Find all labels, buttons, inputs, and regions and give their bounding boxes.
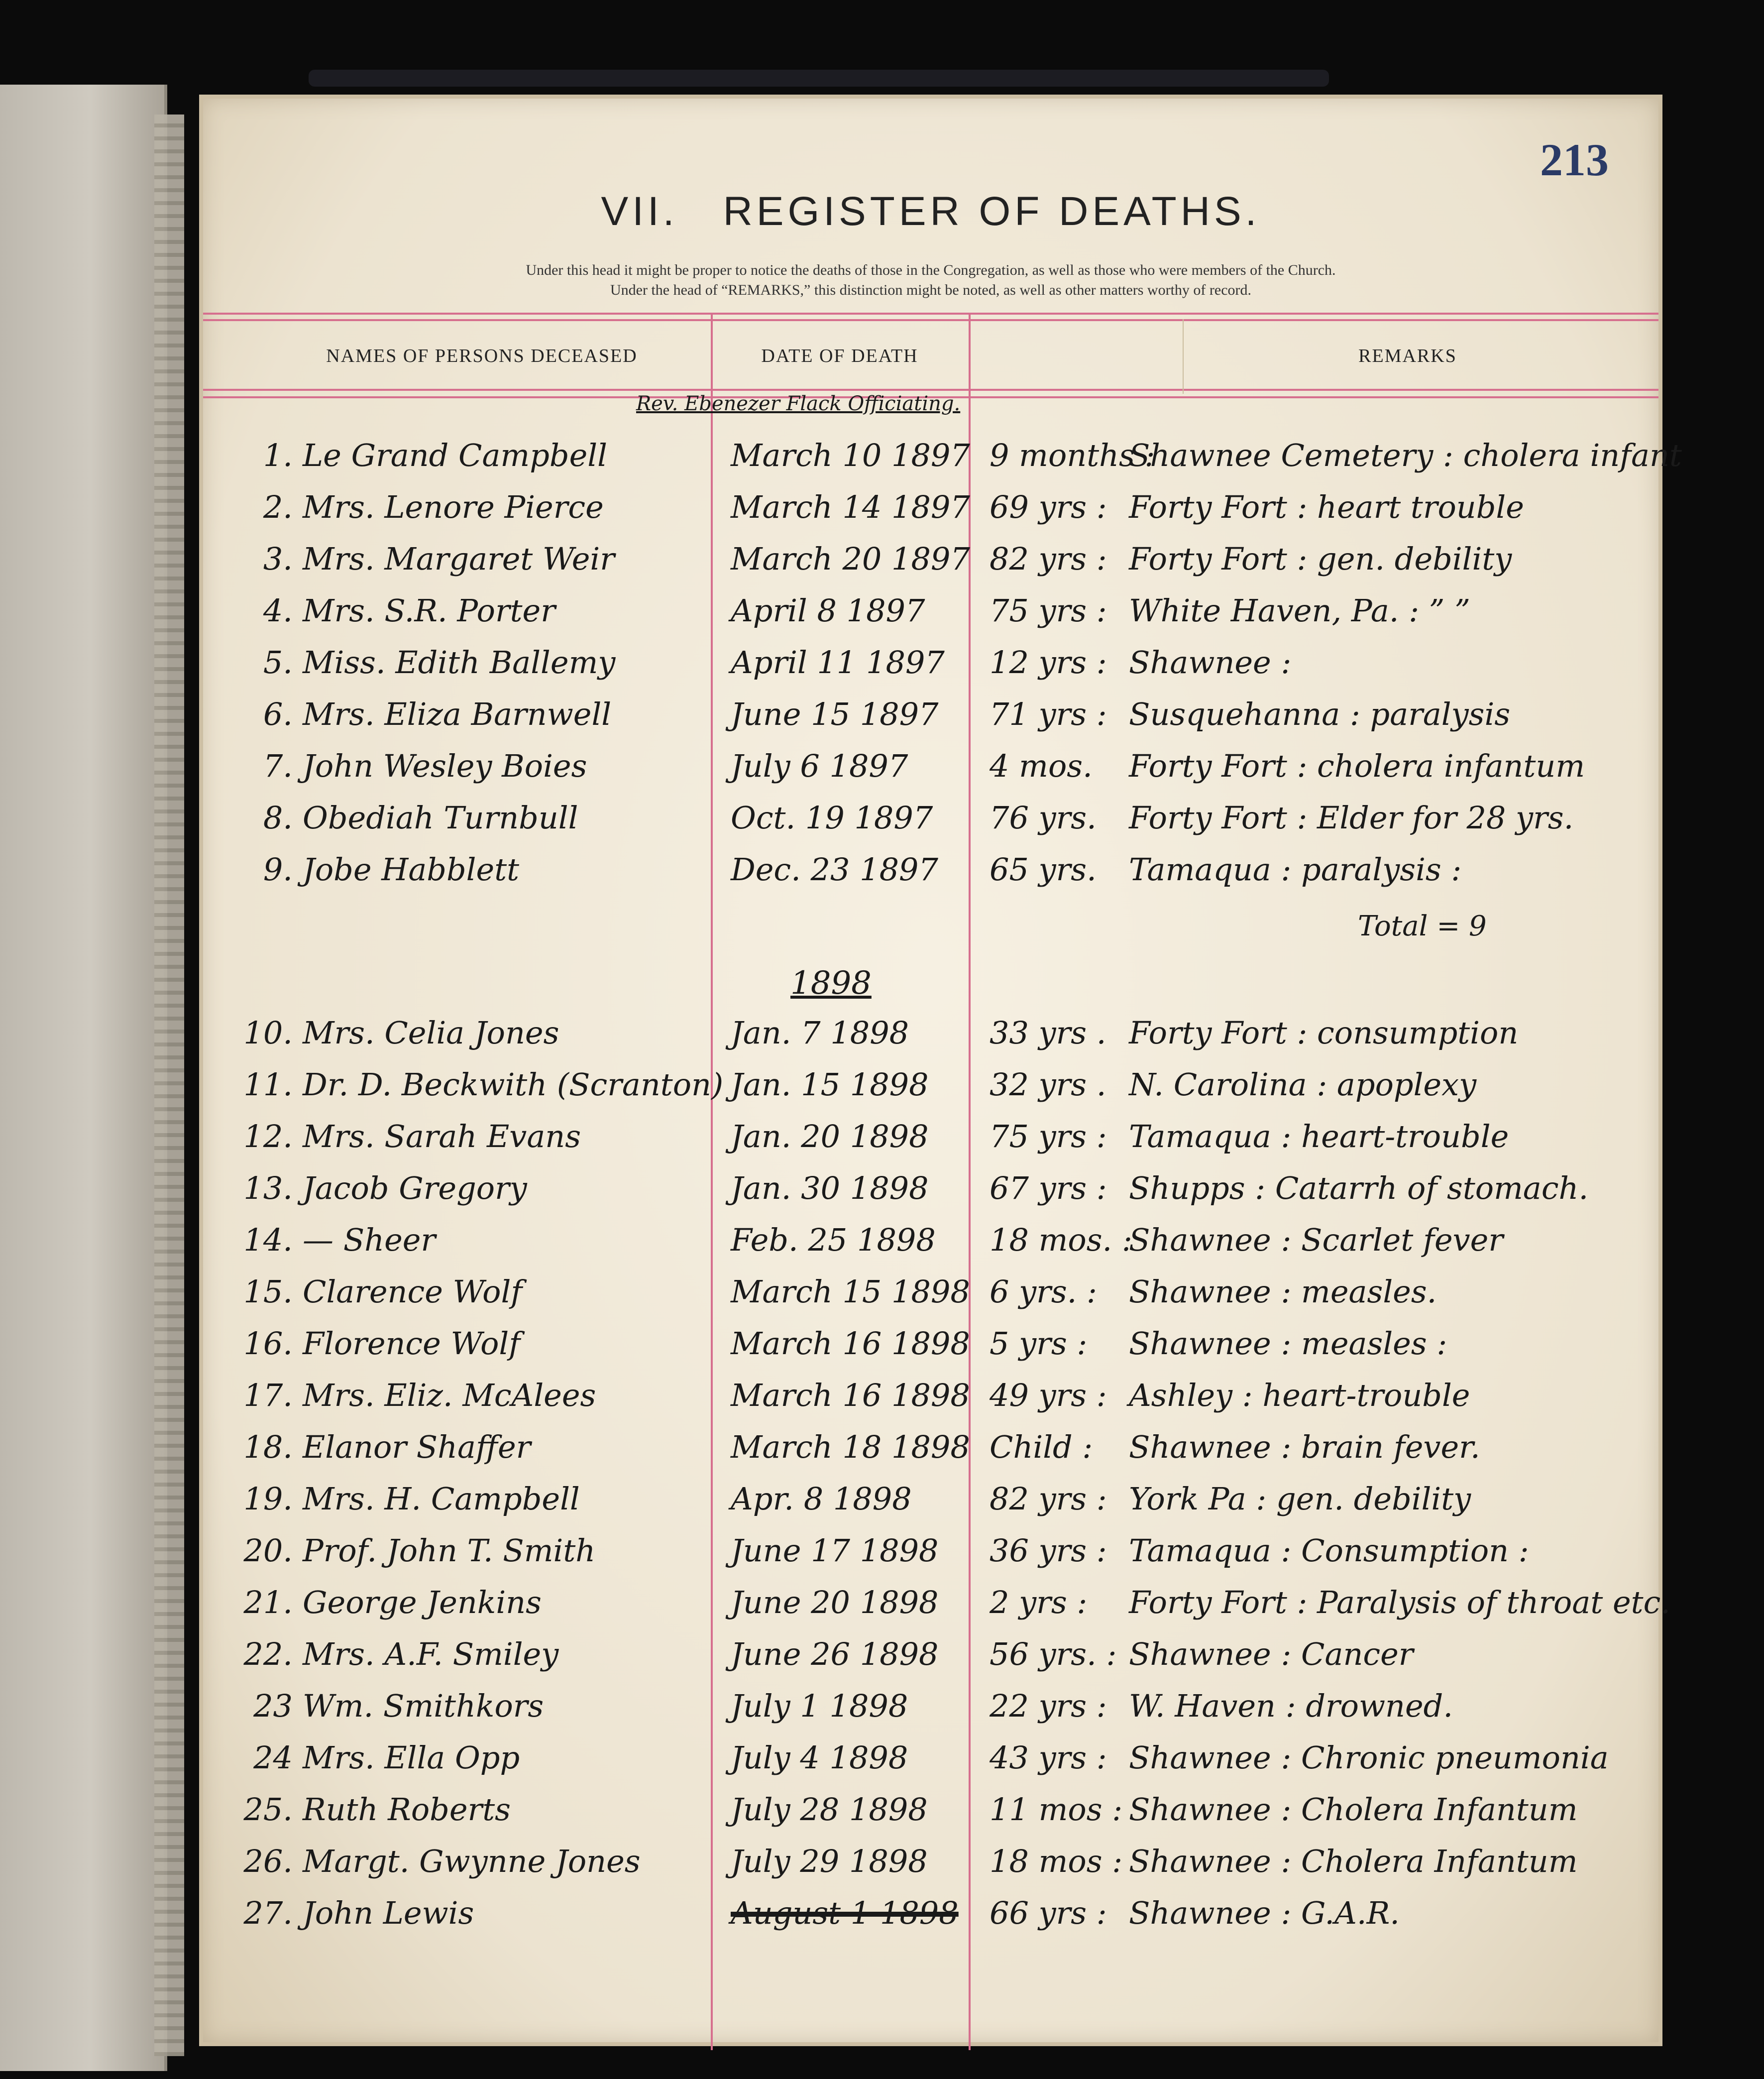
entry-number: 17. [243, 1377, 293, 1413]
entry-age: 75 yrs : [990, 1118, 1107, 1155]
entry-date: June 26 1898 [731, 1636, 939, 1672]
entry-name: Clarence Wolf [303, 1273, 523, 1310]
entry-remarks: Shawnee : Cancer [1129, 1636, 1414, 1672]
column-header-date: DATE OF DEATH [761, 346, 918, 366]
entry-date: June 15 1897 [731, 696, 939, 732]
entry-remarks: Shawnee : measles. [1129, 1273, 1437, 1310]
entry-name: Miss. Edith Ballemy [303, 644, 616, 681]
entry-date: June 20 1898 [731, 1584, 939, 1620]
register-entry [203, 1895, 1666, 1944]
entry-age: 66 yrs : [990, 1895, 1107, 1931]
instruction-line-2: Under the head of “REMARKS,” this distinction might be noted, as well as other matters worthy of record. [610, 282, 1252, 298]
register-entry [203, 851, 1666, 900]
entry-remarks: Tamaqua : Consumption : [1129, 1532, 1529, 1569]
entry-name: John Lewis [303, 1895, 474, 1931]
entry-remarks: Shawnee : [1129, 644, 1292, 681]
entry-date: March 16 1898 [731, 1377, 970, 1413]
entry-number: 18. [243, 1429, 293, 1465]
entry-remarks: Forty Fort : Paralysis of throat etc. [1129, 1584, 1670, 1620]
entry-number: 8. [263, 800, 293, 836]
register-entry [203, 800, 1666, 848]
entry-age: 22 yrs : [990, 1688, 1107, 1724]
entry-remarks: Shawnee : Cholera Infantum [1129, 1791, 1578, 1828]
entry-date: August 1 1898 [731, 1895, 959, 1931]
entry-age: 71 yrs : [990, 696, 1107, 732]
entry-name: Mrs. Ella Opp [303, 1739, 520, 1776]
entry-number: 11. [243, 1066, 293, 1103]
entry-age: 65 yrs. [990, 851, 1097, 888]
entry-age: 9 months : [990, 437, 1155, 473]
register-entry [203, 644, 1666, 693]
register-entry [203, 1377, 1666, 1426]
register-entry [203, 1532, 1666, 1581]
register-entry [203, 1481, 1666, 1529]
register-entry [203, 1843, 1666, 1892]
entry-number: 22. [243, 1636, 293, 1672]
entry-date: April 8 1897 [731, 592, 925, 629]
entry-number: 26. [243, 1843, 293, 1879]
entry-age: 32 yrs . [990, 1066, 1106, 1103]
entry-name: Mrs. S.R. Porter [303, 592, 555, 629]
entry-date: Jan. 7 1898 [731, 1015, 909, 1051]
entry-name: Le Grand Campbell [303, 437, 607, 473]
entry-age: 56 yrs. : [990, 1636, 1117, 1672]
entry-number: 23 [253, 1688, 293, 1724]
entry-number: 14. [243, 1222, 293, 1258]
entry-number: 25. [243, 1791, 293, 1828]
entry-date: July 1 1898 [731, 1688, 908, 1724]
entry-date: March 15 1898 [731, 1273, 970, 1310]
entry-age: 75 yrs : [990, 592, 1107, 629]
entry-name: John Wesley Boies [303, 748, 587, 784]
register-entry [203, 1066, 1666, 1115]
entry-age: 67 yrs : [990, 1170, 1107, 1206]
entry-remarks: Shawnee Cemetery : cholera infant [1129, 437, 1682, 473]
entry-remarks: Ashley : heart-trouble [1129, 1377, 1470, 1413]
entry-date: March 10 1897 [731, 437, 970, 473]
entry-date: Feb. 25 1898 [731, 1222, 936, 1258]
entry-date: March 16 1898 [731, 1325, 970, 1362]
page-number: 213 [1540, 134, 1609, 185]
register-entry [203, 1584, 1670, 1633]
entry-date: July 28 1898 [731, 1791, 928, 1828]
entry-date: July 4 1898 [731, 1739, 908, 1776]
entry-age: 2 yrs : [990, 1584, 1088, 1620]
entry-remarks: Shawnee : brain fever. [1129, 1429, 1480, 1465]
entry-number: 12. [243, 1118, 293, 1155]
entry-date: March 18 1898 [731, 1429, 970, 1465]
entry-name: Ruth Roberts [303, 1791, 511, 1828]
entry-age: 49 yrs : [990, 1377, 1107, 1413]
facing-page [0, 85, 167, 2071]
instruction-line-1: Under this head it might be proper to notice the deaths of those in the Congregation, as well as those who were members of the Church. [526, 262, 1336, 278]
entry-date: March 14 1897 [731, 489, 970, 525]
entry-age: 82 yrs : [990, 1481, 1107, 1517]
entry-number: 10. [243, 1015, 293, 1051]
register-entry [203, 437, 1682, 486]
register-entry [203, 1688, 1666, 1736]
register-entry [203, 1273, 1666, 1322]
entry-date: Jan. 15 1898 [731, 1066, 929, 1103]
entry-age: 11 mos : [990, 1791, 1123, 1828]
register-entry [203, 592, 1666, 641]
entry-date: March 20 1897 [731, 541, 970, 577]
entry-name: Mrs. Sarah Evans [303, 1118, 581, 1155]
register-page [199, 95, 1682, 2046]
entry-remarks: White Haven, Pa. : ” ” [1129, 592, 1470, 629]
page-title [203, 188, 1658, 235]
header-rule [203, 389, 1658, 391]
entry-remarks: Forty Fort : Elder for 28 yrs. [1129, 800, 1574, 836]
entry-age: 33 yrs . [990, 1015, 1106, 1051]
entry-date: Oct. 19 1897 [731, 800, 933, 836]
entry-number: 2. [263, 489, 293, 525]
register-entry [203, 1636, 1666, 1685]
entry-date: April 11 1897 [731, 644, 945, 681]
entry-name: Mrs. Eliz. McAlees [303, 1377, 596, 1413]
entry-remarks: York Pa : gen. debility [1129, 1481, 1471, 1517]
entry-name: Jacob Gregory [303, 1170, 527, 1206]
entry-remarks: Shawnee : Chronic pneumonia [1129, 1739, 1609, 1776]
entry-date: Dec. 23 1897 [731, 851, 938, 888]
entry-remarks: Shupps : Catarrh of stomach. [1129, 1170, 1589, 1206]
officiating-note: Rev. Ebenezer Flack Officiating. [636, 392, 961, 415]
register-entry [203, 1222, 1666, 1270]
entry-age: 82 yrs : [990, 541, 1107, 577]
entry-name: Wm. Smithkors [303, 1688, 544, 1724]
entry-number: 24 [253, 1739, 293, 1776]
entry-name: Mrs. A.F. Smiley [303, 1636, 559, 1672]
entry-number: 4. [263, 592, 293, 629]
entry-date: Jan. 20 1898 [731, 1118, 929, 1155]
entry-remarks: Forty Fort : cholera infantum [1129, 748, 1585, 784]
section-number: VII. [601, 189, 678, 234]
entry-name: Mrs. Margaret Weir [303, 541, 615, 577]
entry-date: June 17 1898 [731, 1532, 939, 1569]
entry-number: 1. [263, 437, 293, 473]
entry-name: Jobe Habblett [303, 851, 520, 888]
entry-date: July 29 1898 [731, 1843, 928, 1879]
page-binding [154, 115, 184, 2056]
register-entry [203, 1739, 1666, 1788]
entry-remarks: Shawnee : measles : [1129, 1325, 1447, 1362]
entry-remarks: Shawnee : Scarlet fever [1129, 1222, 1503, 1258]
entry-name: Margt. Gwynne Jones [303, 1843, 641, 1879]
entry-number: 16. [243, 1325, 293, 1362]
entry-remarks: Tamaqua : paralysis : [1129, 851, 1462, 888]
entry-age: 4 mos. [990, 748, 1093, 784]
column-header-remarks: REMARKS [1358, 346, 1457, 366]
entry-date: Jan. 30 1898 [731, 1170, 929, 1206]
entry-name: Elanor Shaffer [303, 1429, 531, 1465]
entry-number: 3. [263, 541, 293, 577]
entry-remarks: Forty Fort : gen. debility [1129, 541, 1512, 577]
entry-remarks: W. Haven : drowned. [1129, 1688, 1453, 1724]
spine-tape [309, 70, 1329, 87]
entry-age: 12 yrs : [990, 644, 1107, 681]
entry-name: Dr. D. Beckwith (Scranton) [303, 1066, 724, 1103]
entry-age: 5 yrs : [990, 1325, 1088, 1362]
register-entry [203, 541, 1666, 589]
entry-remarks: N. Carolina : apoplexy [1129, 1066, 1477, 1103]
register-entry [203, 489, 1666, 538]
entry-number: 19. [243, 1481, 293, 1517]
year-heading: 1898 [790, 965, 872, 1002]
entry-name: Mrs. H. Campbell [303, 1481, 580, 1517]
entry-number: 13. [243, 1170, 293, 1206]
entry-number: 21. [243, 1584, 293, 1620]
entry-age: 36 yrs : [990, 1532, 1107, 1569]
register-entry [203, 1015, 1666, 1063]
entry-number: 7. [263, 748, 293, 784]
column-header-names: NAMES OF PERSONS DECEASED [326, 346, 638, 366]
entry-name: Prof. John T. Smith [303, 1532, 596, 1569]
entry-age: 69 yrs : [990, 489, 1107, 525]
section-title: REGISTER OF DEATHS. [723, 189, 1261, 234]
entry-name: Florence Wolf [303, 1325, 521, 1362]
entry-number: 27. [243, 1895, 293, 1931]
entry-remarks: Susquehanna : paralysis [1129, 696, 1511, 732]
entry-number: 9. [263, 851, 293, 888]
instructions [203, 260, 1658, 300]
entry-number: 20. [243, 1532, 293, 1569]
register-entry [203, 696, 1666, 745]
entry-age: 18 mos : [990, 1843, 1123, 1879]
entry-name: Obediah Turnbull [303, 800, 578, 836]
entry-name: Mrs. Lenore Pierce [303, 489, 604, 525]
entry-remarks: Tamaqua : heart-trouble [1129, 1118, 1509, 1155]
entry-remarks: Shawnee : Cholera Infantum [1129, 1843, 1578, 1879]
entry-number: 5. [263, 644, 293, 681]
entry-date: Apr. 8 1898 [731, 1481, 912, 1517]
header-rule [203, 319, 1658, 321]
register-entry [203, 1170, 1666, 1219]
entry-number: 6. [263, 696, 293, 732]
entry-age: Child : [990, 1429, 1093, 1465]
register-entry [203, 1429, 1666, 1478]
entry-name: Mrs. Celia Jones [303, 1015, 559, 1051]
entry-age: 76 yrs. [990, 800, 1097, 836]
total-1897: Total = 9 [1358, 910, 1487, 942]
register-entry [203, 748, 1666, 797]
entry-name: George Jenkins [303, 1584, 542, 1620]
entry-remarks: Forty Fort : heart trouble [1129, 489, 1524, 525]
entry-name: — Sheer [303, 1222, 436, 1258]
entry-remarks: Forty Fort : consumption [1129, 1015, 1519, 1051]
register-entry [203, 1325, 1666, 1374]
entry-age: 43 yrs : [990, 1739, 1107, 1776]
entry-remarks: Shawnee : G.A.R. [1129, 1895, 1400, 1931]
entry-name: Mrs. Eliza Barnwell [303, 696, 612, 732]
entry-date: July 6 1897 [731, 748, 908, 784]
entry-number: 15. [243, 1273, 293, 1310]
register-entry [203, 1791, 1666, 1840]
entry-age: 18 mos. : [990, 1222, 1132, 1258]
register-entry [203, 1118, 1666, 1167]
header-rule [203, 313, 1658, 315]
entry-age: 6 yrs. : [990, 1273, 1097, 1310]
